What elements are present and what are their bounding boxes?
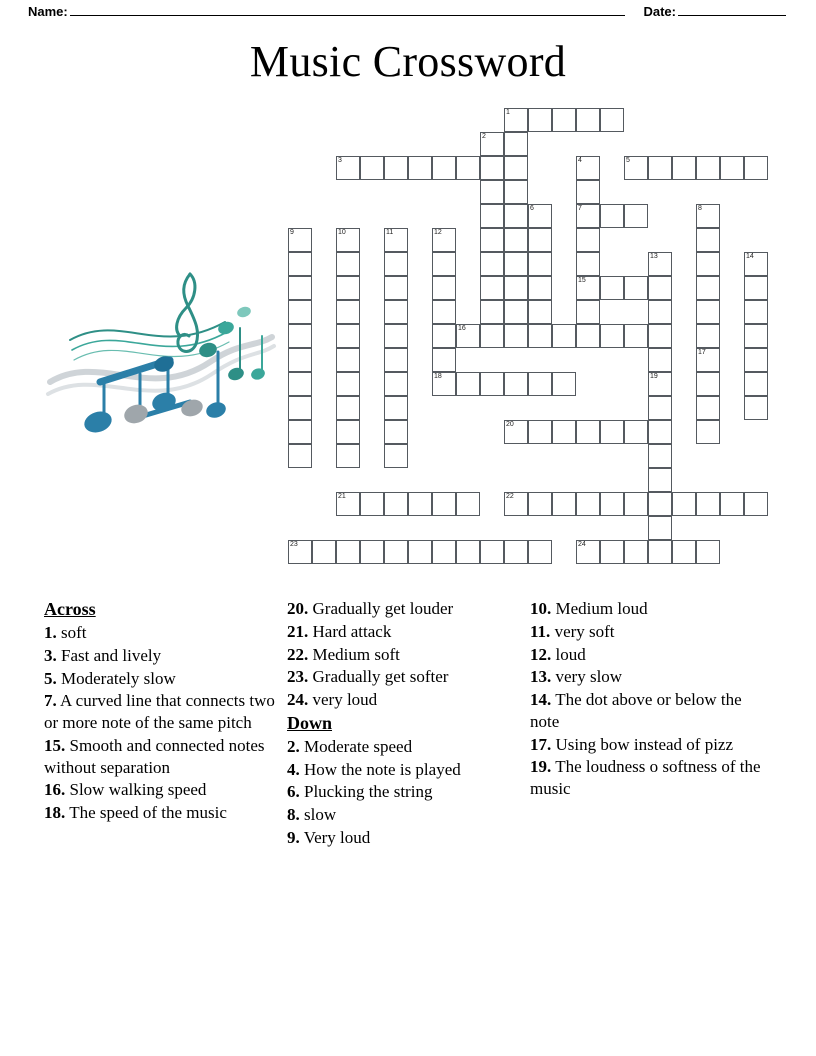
grid-cell[interactable] <box>384 300 408 324</box>
grid-cell[interactable] <box>648 420 672 444</box>
grid-cell[interactable] <box>648 348 672 372</box>
grid-cell[interactable] <box>384 348 408 372</box>
grid-cell[interactable] <box>744 348 768 372</box>
grid-cell-number: 24 <box>578 541 586 548</box>
clue-item <box>287 827 518 849</box>
grid-cell[interactable] <box>384 492 408 516</box>
grid-cell[interactable] <box>504 492 528 516</box>
grid-cell[interactable] <box>576 276 600 300</box>
grid-cell[interactable] <box>600 540 624 564</box>
grid-cell[interactable] <box>528 540 552 564</box>
clue-item <box>287 644 518 666</box>
grid-cell[interactable] <box>288 324 312 348</box>
grid-cell-number: 9 <box>290 229 294 236</box>
clue-item <box>44 802 275 824</box>
grid-cell[interactable] <box>288 396 312 420</box>
grid-cell[interactable] <box>480 540 504 564</box>
grid-cell[interactable] <box>504 204 528 228</box>
clue-number: 10. <box>530 599 552 618</box>
grid-cell[interactable] <box>696 300 720 324</box>
grid-cell[interactable] <box>336 540 360 564</box>
grid-cell[interactable] <box>624 324 648 348</box>
clue-column-2 <box>287 598 530 978</box>
grid-cell[interactable] <box>432 540 456 564</box>
clue-number: 16. <box>44 780 66 800</box>
grid-cell[interactable] <box>360 492 384 516</box>
grid-cell[interactable] <box>648 516 672 540</box>
grid-cell[interactable] <box>744 300 768 324</box>
grid-cell[interactable] <box>672 540 696 564</box>
clues-area <box>44 598 774 978</box>
clue-number: 22. <box>287 644 309 664</box>
clue-number: 1. <box>44 623 57 643</box>
grid-cell[interactable] <box>312 540 336 564</box>
grid-cell[interactable] <box>624 540 648 564</box>
clue-column-1 <box>44 598 287 978</box>
grid-cell[interactable] <box>576 180 600 204</box>
clue-text: The loudness o softness of the music <box>530 757 761 798</box>
grid-cell[interactable] <box>336 300 360 324</box>
grid-cell-number: 1 <box>506 109 510 116</box>
grid-cell[interactable] <box>504 420 528 444</box>
clue-text: Gradually get softer <box>308 667 449 687</box>
grid-cell[interactable] <box>432 300 456 324</box>
date-label: Date: <box>643 4 676 19</box>
grid-cell[interactable] <box>600 492 624 516</box>
grid-cell[interactable] <box>576 540 600 564</box>
grid-cell[interactable] <box>528 324 552 348</box>
clue-text: very soft <box>550 621 615 641</box>
grid-cell[interactable] <box>696 348 720 372</box>
clue-item <box>287 736 518 758</box>
clue-number: 14. <box>530 690 552 709</box>
grid-cell[interactable] <box>504 156 528 180</box>
grid-cell-number: 19 <box>650 373 658 380</box>
clue-number: 13. <box>530 667 552 687</box>
grid-cell-number: 2 <box>482 133 486 140</box>
grid-cell[interactable] <box>456 372 480 396</box>
clue-column-3 <box>530 598 773 978</box>
grid-cell[interactable] <box>288 276 312 300</box>
grid-cell[interactable] <box>504 372 528 396</box>
clue-item <box>44 690 275 734</box>
grid-cell[interactable] <box>360 156 384 180</box>
grid-cell[interactable] <box>384 396 408 420</box>
clue-item <box>530 621 761 643</box>
clue-text: Moderate speed <box>299 736 413 756</box>
grid-cell-number: 22 <box>506 493 514 500</box>
grid-cell[interactable] <box>480 132 504 156</box>
grid-cell-number: 12 <box>434 229 442 236</box>
across-heading: Across <box>44 599 96 619</box>
grid-cell[interactable] <box>648 372 672 396</box>
grid-cell[interactable] <box>384 372 408 396</box>
grid-cell[interactable] <box>408 540 432 564</box>
grid-cell[interactable] <box>432 228 456 252</box>
clue-item <box>44 645 275 667</box>
grid-cell[interactable] <box>384 324 408 348</box>
grid-cell[interactable] <box>504 252 528 276</box>
grid-cell[interactable] <box>696 372 720 396</box>
clue-number: 20. <box>287 599 309 618</box>
grid-cell[interactable] <box>696 324 720 348</box>
grid-cell[interactable] <box>480 300 504 324</box>
clue-number: 12. <box>530 644 552 664</box>
clue-text: Medium soft <box>308 644 400 664</box>
grid-cell[interactable] <box>432 276 456 300</box>
grid-cell[interactable] <box>384 156 408 180</box>
grid-cell[interactable] <box>528 276 552 300</box>
grid-cell-number: 13 <box>650 253 658 260</box>
grid-cell[interactable] <box>504 324 528 348</box>
grid-cell[interactable] <box>288 348 312 372</box>
grid-cell-number: 7 <box>578 205 582 212</box>
grid-cell[interactable] <box>456 492 480 516</box>
grid-cell[interactable] <box>648 468 672 492</box>
grid-cell[interactable] <box>408 492 432 516</box>
grid-cell-number: 14 <box>746 253 754 260</box>
clue-item <box>530 644 761 666</box>
grid-cell[interactable] <box>696 420 720 444</box>
grid-cell[interactable] <box>552 492 576 516</box>
grid-cell[interactable] <box>696 540 720 564</box>
grid-cell[interactable] <box>528 252 552 276</box>
grid-cell[interactable] <box>504 300 528 324</box>
clue-item <box>44 668 275 690</box>
grid-cell[interactable] <box>648 396 672 420</box>
grid-cell[interactable] <box>648 444 672 468</box>
grid-cell[interactable] <box>384 228 408 252</box>
grid-cell-number: 11 <box>386 229 394 236</box>
clue-item <box>287 804 518 826</box>
grid-cell[interactable] <box>288 228 312 252</box>
grid-cell[interactable] <box>288 300 312 324</box>
grid-cell[interactable] <box>288 372 312 396</box>
grid-cell[interactable] <box>552 420 576 444</box>
grid-cell[interactable] <box>648 156 672 180</box>
grid-cell[interactable] <box>504 180 528 204</box>
clue-item <box>287 781 518 803</box>
clue-text: slow <box>299 805 337 825</box>
grid-cell[interactable] <box>576 156 600 180</box>
grid-cell[interactable] <box>336 444 360 468</box>
grid-cell[interactable] <box>648 276 672 300</box>
grid-cell[interactable] <box>384 252 408 276</box>
grid-cell[interactable] <box>384 444 408 468</box>
clue-item <box>287 689 518 711</box>
clue-item <box>530 598 761 620</box>
clue-item <box>287 759 518 781</box>
grid-cell[interactable] <box>744 276 768 300</box>
clue-number: 3. <box>44 645 57 665</box>
grid-cell[interactable] <box>672 156 696 180</box>
grid-cell[interactable] <box>456 324 480 348</box>
clue-text: soft <box>56 623 87 643</box>
grid-cell-number: 21 <box>338 493 346 500</box>
grid-cell[interactable] <box>336 348 360 372</box>
grid-cell[interactable] <box>624 420 648 444</box>
grid-cell[interactable] <box>696 252 720 276</box>
grid-cell[interactable] <box>576 492 600 516</box>
clue-number: 23. <box>287 667 309 687</box>
down-heading: Down <box>287 712 333 733</box>
grid-cell-number: 23 <box>290 541 298 548</box>
grid-cell-number: 10 <box>338 229 346 236</box>
clue-text: loud <box>551 644 586 664</box>
grid-cell-number: 20 <box>506 421 514 428</box>
grid-cell-number: 15 <box>578 277 586 284</box>
clue-text: A curved line that connects two or more note of the same pitch <box>44 691 275 733</box>
clue-item <box>530 756 761 800</box>
grid-cell[interactable] <box>384 540 408 564</box>
grid-cell-number: 5 <box>626 157 630 164</box>
page-title: Music Crossword <box>249 37 567 86</box>
grid-cell[interactable] <box>576 228 600 252</box>
grid-cell[interactable] <box>744 372 768 396</box>
clue-text: How the note is played <box>299 759 461 779</box>
grid-cell[interactable] <box>480 252 504 276</box>
grid-cell[interactable] <box>528 420 552 444</box>
grid-cell[interactable] <box>432 252 456 276</box>
grid-cell-number: 16 <box>458 325 466 332</box>
grid-cell[interactable] <box>456 156 480 180</box>
clue-number: 8. <box>287 805 300 825</box>
grid-cell[interactable] <box>576 300 600 324</box>
grid-cell[interactable] <box>696 492 720 516</box>
grid-cell[interactable] <box>576 108 600 132</box>
grid-cell[interactable] <box>288 420 312 444</box>
grid-cell[interactable] <box>576 420 600 444</box>
grid-cell[interactable] <box>648 252 672 276</box>
grid-cell[interactable] <box>336 252 360 276</box>
grid-cell[interactable] <box>504 540 528 564</box>
grid-cell[interactable] <box>600 204 624 228</box>
grid-cell-number: 6 <box>530 205 534 212</box>
grid-cell[interactable] <box>624 204 648 228</box>
grid-cell[interactable] <box>552 372 576 396</box>
grid-cell[interactable] <box>504 228 528 252</box>
clue-item <box>287 666 518 688</box>
grid-cell[interactable] <box>456 540 480 564</box>
grid-cell[interactable] <box>744 252 768 276</box>
grid-cell[interactable] <box>408 156 432 180</box>
clue-item <box>44 779 275 801</box>
clue-text: Moderately slow <box>56 668 176 688</box>
clue-text: very slow <box>551 667 623 687</box>
grid-cell[interactable] <box>432 492 456 516</box>
grid-cell[interactable] <box>624 492 648 516</box>
grid-cell[interactable] <box>696 204 720 228</box>
clue-number: 15. <box>44 735 66 755</box>
grid-cell[interactable] <box>288 252 312 276</box>
grid-cell[interactable] <box>720 156 744 180</box>
grid-cell[interactable] <box>648 540 672 564</box>
clue-number: 4. <box>287 759 300 779</box>
clue-number: 7. <box>44 691 57 711</box>
grid-cell[interactable] <box>696 396 720 420</box>
grid-cell[interactable] <box>600 420 624 444</box>
clue-item <box>530 666 761 688</box>
grid-cell[interactable] <box>600 324 624 348</box>
grid-cell[interactable] <box>696 156 720 180</box>
clue-text: Smooth and connected notes without separation <box>44 735 265 777</box>
clue-text: Slow walking speed <box>65 780 207 800</box>
clue-item <box>287 598 518 620</box>
clue-text: The dot above or below the note <box>530 690 742 731</box>
grid-cell[interactable] <box>336 396 360 420</box>
grid-cell[interactable] <box>624 276 648 300</box>
grid-cell[interactable] <box>384 420 408 444</box>
grid-cell-number: 8 <box>698 205 702 212</box>
grid-cell[interactable] <box>432 348 456 372</box>
clue-number: 6. <box>287 782 300 802</box>
grid-cell[interactable] <box>744 396 768 420</box>
grid-cell[interactable] <box>336 276 360 300</box>
grid-cell[interactable] <box>528 372 552 396</box>
grid-cell[interactable] <box>480 180 504 204</box>
grid-cell[interactable] <box>336 324 360 348</box>
clue-text: Very loud <box>299 827 371 847</box>
grid-cell[interactable] <box>528 228 552 252</box>
clue-number: 5. <box>44 668 57 688</box>
clue-text: Medium loud <box>551 599 648 618</box>
grid-cell[interactable] <box>696 276 720 300</box>
grid-cell[interactable] <box>360 540 384 564</box>
grid-cell[interactable] <box>576 252 600 276</box>
grid-cell[interactable] <box>528 300 552 324</box>
grid-cell[interactable] <box>288 540 312 564</box>
grid-cell[interactable] <box>504 108 528 132</box>
grid-cell-number: 4 <box>578 157 582 164</box>
grid-cell[interactable] <box>672 492 696 516</box>
grid-cell-number: 3 <box>338 157 342 164</box>
grid-cell[interactable] <box>384 276 408 300</box>
grid-cell[interactable] <box>336 228 360 252</box>
grid-cell[interactable] <box>480 156 504 180</box>
grid-cell[interactable] <box>624 156 648 180</box>
grid-cell[interactable] <box>552 108 576 132</box>
clue-number: 11. <box>530 621 551 641</box>
grid-cell[interactable] <box>600 276 624 300</box>
grid-cell-number: 17 <box>698 349 706 356</box>
clue-text: Using bow instead of pizz <box>551 734 734 754</box>
grid-cell[interactable] <box>504 132 528 156</box>
grid-cell[interactable] <box>528 204 552 228</box>
clue-item <box>287 621 518 643</box>
clue-item <box>44 622 275 644</box>
clue-number: 19. <box>530 757 552 777</box>
name-label: Name: <box>28 4 68 19</box>
grid-cell[interactable] <box>744 156 768 180</box>
clue-item <box>44 735 275 779</box>
grid-cell[interactable] <box>600 108 624 132</box>
grid-cell[interactable] <box>288 444 312 468</box>
clue-item <box>530 734 761 756</box>
grid-cell[interactable] <box>336 372 360 396</box>
clue-number: 2. <box>287 736 300 756</box>
grid-cell[interactable] <box>720 492 744 516</box>
clue-number: 21. <box>287 621 309 641</box>
clue-text: very loud <box>308 690 378 709</box>
grid-cell[interactable] <box>528 108 552 132</box>
grid-cell[interactable] <box>504 276 528 300</box>
grid-cell[interactable] <box>480 204 504 228</box>
clue-number: 17. <box>530 734 552 754</box>
grid-cell[interactable] <box>648 300 672 324</box>
grid-cell[interactable] <box>528 492 552 516</box>
grid-cell[interactable] <box>432 156 456 180</box>
clue-number: 18. <box>44 803 66 823</box>
clue-text: Plucking the string <box>299 782 433 802</box>
clue-text: Hard attack <box>308 621 392 641</box>
grid-cell[interactable] <box>480 324 504 348</box>
grid-cell[interactable] <box>432 324 456 348</box>
grid-cell[interactable] <box>336 156 360 180</box>
grid-cell[interactable] <box>336 492 360 516</box>
grid-cell[interactable] <box>744 492 768 516</box>
clue-number: 24. <box>287 690 309 709</box>
grid-cell[interactable] <box>576 204 600 228</box>
clue-text: Gradually get louder <box>308 599 454 618</box>
clue-item <box>530 689 761 733</box>
grid-cell[interactable] <box>336 420 360 444</box>
grid-cell[interactable] <box>480 228 504 252</box>
grid-cell[interactable] <box>648 324 672 348</box>
grid-cell[interactable] <box>480 276 504 300</box>
grid-cell[interactable] <box>432 372 456 396</box>
grid-cell[interactable] <box>648 492 672 516</box>
grid-cell[interactable] <box>552 324 576 348</box>
grid-cell[interactable] <box>696 228 720 252</box>
grid-cell-number: 18 <box>434 373 442 380</box>
clue-number: 9. <box>287 827 300 847</box>
clue-text: The speed of the music <box>65 803 227 823</box>
grid-cell[interactable] <box>744 324 768 348</box>
grid-cell[interactable] <box>480 372 504 396</box>
clue-text: Fast and lively <box>56 645 162 665</box>
grid-cell[interactable] <box>576 324 600 348</box>
